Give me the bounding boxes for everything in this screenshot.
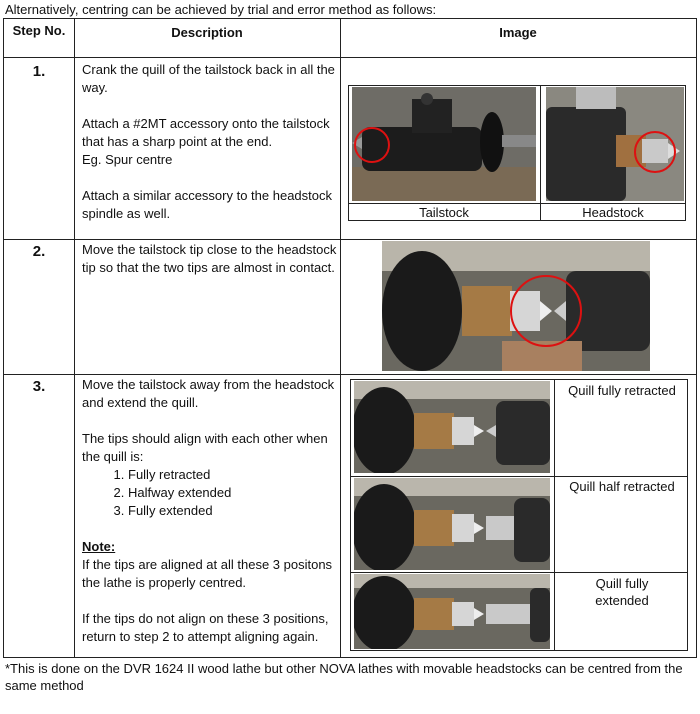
caption-tailstock: Tailstock [419, 205, 469, 220]
caption-divider [348, 203, 686, 204]
caption-quill-retracted: Quill fully retracted [568, 383, 676, 398]
caption-quill-half: Quill half retracted [569, 479, 675, 494]
caption-quill-extended: Quill fully extended [595, 576, 649, 608]
step-paragraph: Move the tailstock away from the headstock and extend the quill. [82, 377, 335, 410]
step-2-description [82, 241, 337, 295]
frame-divider [350, 572, 688, 573]
col-divider-2 [340, 19, 341, 657]
headstock-photo [546, 87, 684, 201]
step-3-description [82, 376, 337, 646]
intro-text: Alternatively, centring can be achieved by trial and error method as follows: [5, 2, 437, 17]
list-item: 1. Fully retracted [128, 466, 337, 484]
highlight-circle [510, 275, 582, 347]
step-1-description [82, 61, 337, 223]
highlight-circle [634, 131, 676, 173]
quill-position-list [82, 466, 337, 520]
quill-retracted-illustration [354, 381, 550, 473]
quill-extended-photo [354, 574, 550, 649]
highlight-circle [354, 127, 390, 163]
header-image: Image [499, 25, 537, 40]
quill-extended-illustration [354, 574, 550, 649]
list-item: 2. Halfway extended [128, 484, 337, 502]
step-paragraph: Crank the quill of the tailstock back in all the way. [82, 62, 335, 95]
frame-divider [350, 476, 688, 477]
frame-divider [554, 379, 555, 651]
quill-half-illustration [354, 478, 550, 570]
header-divider [4, 57, 696, 58]
quill-half-photo [354, 478, 550, 570]
row-divider-2 [4, 374, 696, 375]
step-number: 3. [32, 378, 46, 395]
step-paragraph: Attach a #2MT accessory onto the tailstock that has a sharp point at the end. Eg. Spur centre [82, 116, 330, 167]
step-paragraph: Move the tailstock tip close to the headstock tip so that the two tips are almost in contact. [82, 242, 337, 275]
centring-table [3, 18, 697, 658]
quill-retracted-photo [354, 381, 550, 473]
step-number: 1. [32, 63, 46, 80]
caption-headstock: Headstock [582, 205, 644, 220]
col-divider-1 [74, 19, 75, 657]
step-paragraph: Attach a similar accessory to the headstock spindle as well. [82, 188, 333, 221]
note-line: If the tips do not align on these 3 positions, return to step 2 to attempt aligning again. [82, 611, 329, 644]
step-paragraph: The tips should align with each other when the quill is: [82, 431, 328, 464]
row-divider-1 [4, 239, 696, 240]
header-description: Description [171, 25, 243, 40]
list-item: 3. Fully extended [128, 502, 337, 520]
footnote: *This is done on the DVR 1624 II wood lathe but other NOVA lathes with movable headstocks can be centred from the same method [5, 661, 683, 693]
note-line: If the tips are aligned at all these 3 positons the lathe is properly centred. [82, 557, 333, 590]
tips-contact-photo [382, 241, 650, 371]
note-title: Note: [82, 539, 116, 554]
tailstock-photo [352, 87, 536, 201]
step-number: 2. [32, 243, 46, 260]
frame-divider [540, 85, 541, 221]
header-step: Step No. [12, 23, 66, 38]
